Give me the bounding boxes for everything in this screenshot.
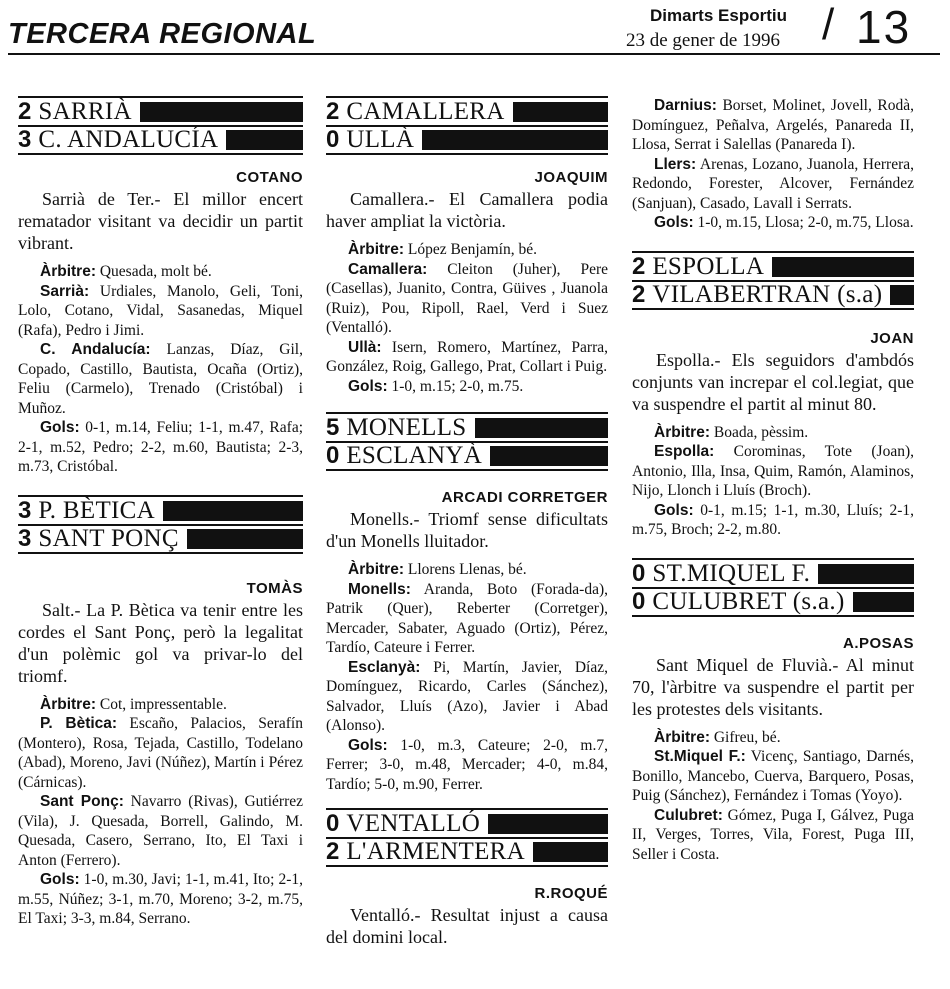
home-score: 3 xyxy=(18,496,32,524)
away-team-name: L'ARMENTERA xyxy=(346,838,525,865)
away-team-name: ULLÀ xyxy=(346,126,415,153)
away-team-row xyxy=(632,282,914,308)
goals-line: Gols: 1-0, m.15, Llosa; 2-0, m.75, Llosa. xyxy=(654,214,914,231)
referee-line: Àrbitre: Boada, pèssim. xyxy=(654,423,809,441)
away-team-name: C. ANDALUCÍA xyxy=(38,126,219,153)
home-team-name: MONELLS xyxy=(346,414,467,441)
referee-line: Àrbitre: Quesada, molt bé. xyxy=(40,263,212,280)
lead-paragraph: Ventalló.- Resultat injust a causa del domini local. xyxy=(326,905,608,947)
away-score: 2 xyxy=(326,838,340,865)
lead-paragraph: Salt.- La P. Bètica va tenir entre les cordes el Sant Ponç, però la legalitat d'un polèmic gol va privar-lo del triomf. xyxy=(18,599,303,686)
score-bar xyxy=(475,418,608,438)
header-rule xyxy=(8,53,940,55)
score-bar xyxy=(226,130,303,150)
away-lineup: Ullà: Isern, Romero, Martínez, Parra, González, Roig, Gallego, Prat, Collart i Puig. xyxy=(326,338,608,375)
home-score: 0 xyxy=(632,559,646,587)
byline: A.POSAS xyxy=(842,634,914,652)
home-team-name: SARRIÀ xyxy=(38,98,132,125)
home-lineup: Darnius: Borset, Molinet, Jovell, Rodà, Domínguez, Peñalva, Argelés, Panareda II, Llosa, Serrat i Salellas (Panareda I). xyxy=(632,97,914,153)
match-report-sarria xyxy=(18,96,303,477)
away-lineup: Esclanyà: Pi, Martín, Javier, Díaz, Domínguez, Ricardo, Carles (Sánchez), Salvador, Lluís (Azo), Javier i Abad (Alonso). xyxy=(326,658,608,734)
away-lineup: C. Andalucía: Lanzas, Díaz, Gil, Copado, Castillo, Bautista, Ocaña (Ortiz), Feliu (Carmelo), Trenado (Cristóbal) i Muñoz. xyxy=(18,341,303,417)
publication-date: 23 de gener de 1996 xyxy=(626,30,781,51)
goals-line: Gols: 0-1, m.14, Feliu; 1-1, m.47, Rafa; 2-1, m.52, Pedro; 2-2, m.60, Bautista; 2-3, m.73, Cristóbal. xyxy=(18,419,303,475)
score-bar xyxy=(772,257,914,277)
home-score: 2 xyxy=(326,98,340,125)
home-team-name: VENTALLÓ xyxy=(346,810,481,837)
match-report-monells xyxy=(326,412,608,794)
home-score: 0 xyxy=(326,810,340,837)
match-report-espolla xyxy=(632,251,914,540)
referee-line: Àrbitre: Gifreu, bé. xyxy=(654,728,781,746)
column-2 xyxy=(326,96,608,956)
home-team-row xyxy=(18,498,303,524)
scoreline-rule xyxy=(632,308,914,310)
home-team-row xyxy=(18,99,303,125)
match-report-stmiquel xyxy=(632,558,914,865)
score-bar xyxy=(818,564,914,584)
scoreline-rule xyxy=(18,552,303,554)
goals-line: Gols: 1-0, m.15; 2-0, m.75. xyxy=(348,377,524,395)
score-bar xyxy=(163,501,303,521)
home-lineup: St.Miquel F.: Vicenç, Santiago, Darnés, Bonillo, Mancebo, Cuerva, Barquero, Posas, Puig (Sánchez), Fernández i Tomas (Yoyo). xyxy=(632,748,914,804)
home-team-row xyxy=(632,254,914,280)
score-bar xyxy=(513,102,608,122)
away-team-row xyxy=(326,443,608,469)
header-slash: / xyxy=(822,0,835,49)
home-score: 5 xyxy=(326,414,340,441)
away-score: 2 xyxy=(632,280,646,308)
home-lineup: Sarrià: Urdiales, Manolo, Geli, Toni, Lolo, Cotano, Vidal, Sasanedas, Miquel (Rafa), Pedro i Jimi. xyxy=(18,282,303,339)
lead-paragraph: Sant Miquel de Fluvià.- Al minut 70, l'àrbitre va suspendre el partit per les protestes dels visitants. xyxy=(632,654,914,719)
away-team-row xyxy=(18,127,303,153)
page-number: 13 xyxy=(856,1,912,53)
away-team-row xyxy=(326,127,608,153)
away-lineup: Llers: Arenas, Lozano, Juanola, Herrera, Redondo, Forester, Alcover, Fernández (Sanjuan), Casado, Lavall i Serrats. xyxy=(632,155,914,212)
scoreline-rule xyxy=(326,153,608,155)
score-bar xyxy=(187,529,303,549)
score-bar xyxy=(488,814,608,834)
score-bar xyxy=(422,130,608,150)
away-lineup: Culubret: Gómez, Puga I, Gálvez, Puga II, Verges, Torres, Vila, Forest, Puga III, Seller i Costa. xyxy=(632,806,914,863)
page-header xyxy=(0,0,950,58)
away-score: 0 xyxy=(632,587,646,615)
lead-paragraph: Camallera.- El Camallera podia haver ampliat la victòria. xyxy=(326,189,608,231)
byline: JOAQUIM xyxy=(534,169,608,186)
away-score: 3 xyxy=(18,524,32,552)
score-bar xyxy=(890,285,914,305)
goals-line: Gols: 1-0, m.3, Cateure; 2-0, m.7, Ferrer; 3-0, m.48, Mercader; 4-0, m.84, Tardío; 5-0, m.90, Ferrer. xyxy=(326,736,608,793)
away-team-name: CULUBRET (s.a.) xyxy=(652,587,845,615)
score-bar xyxy=(140,102,303,122)
byline: TOMÀS xyxy=(246,579,303,597)
score-bar xyxy=(853,592,914,612)
byline: ARCADI CORRETGER xyxy=(441,489,608,506)
home-team-name: CAMALLERA xyxy=(346,98,505,125)
byline: R.ROQUÉ xyxy=(534,885,608,902)
away-team-name: SANT PONÇ xyxy=(38,524,179,552)
home-team-row xyxy=(632,561,914,587)
home-team-name: ESPOLLA xyxy=(652,252,765,280)
byline: COTANO xyxy=(236,169,303,186)
scoreline-rule xyxy=(326,469,608,471)
home-team-row xyxy=(326,811,608,837)
byline: JOAN xyxy=(870,329,914,347)
match-report-camallera xyxy=(326,96,608,396)
score-bar xyxy=(490,446,608,466)
away-score: 0 xyxy=(326,126,340,153)
home-lineup: Camallera: Cleiton (Juher), Pere (Casellas), Juanito, Contra, Güives , Juanola (Ruiz), Pou, Ripoll, Rael, Verd i Suez (Ventalló). xyxy=(326,260,608,336)
scoreline-rule xyxy=(632,615,914,617)
referee-line: Àrbitre: Llorens Llenas, bé. xyxy=(348,561,527,578)
lead-paragraph: Espolla.- Els seguidors d'ambdós conjunts van increpar el col.legiat, que va suspendre el partit al minut 80. xyxy=(632,349,914,414)
referee-line: Àrbitre: López Benjamín, bé. xyxy=(348,241,537,258)
away-score: 3 xyxy=(18,126,32,153)
goals-line: Gols: 0-1, m.15; 1-1, m.30, Lluís; 2-1, m.75, Broch; 2-2, m.80. xyxy=(632,501,914,538)
column-3 xyxy=(632,96,914,864)
publication-name: Dimarts Esportiu xyxy=(650,6,787,25)
away-team-row xyxy=(632,589,914,615)
referee-line: Àrbitre: Cot, impressentable. xyxy=(40,695,227,713)
home-team-name: P. BÈTICA xyxy=(38,496,155,524)
scoreline-rule xyxy=(326,865,608,867)
goals-line: Gols: 1-0, m.30, Javi; 1-1, m.41, Ito; 2-1, m.55, Núñez; 3-1, m.70, Moreno; 3-2, m.75, El Taxi; 3-3, m.84, Serrano. xyxy=(18,871,303,927)
scoreline-rule xyxy=(18,153,303,155)
home-team-row xyxy=(326,415,608,441)
home-lineup: Monells: Aranda, Boto (Forada-da), Patrik (Quer), Reberter (Corretger), Mercader, Sabater, Aguado (Ortiz), Pérez, Tardío, Cateure i Ferrer. xyxy=(326,580,608,656)
column-1 xyxy=(18,96,303,929)
lead-paragraph: Monells.- Triomf sense dificultats d'un Monells lluitador. xyxy=(326,509,608,551)
match-report-ventallo xyxy=(326,808,608,948)
match-report-continued xyxy=(632,96,914,233)
home-team-name: ST.MIQUEL F. xyxy=(652,559,811,587)
away-score: 0 xyxy=(326,442,340,469)
section-title: TERCERA REGIONAL xyxy=(8,18,317,50)
home-lineup: P. Bètica: Escaño, Palacios, Serafín (Montero), Rosa, Tejada, Castillo, Todelano (Abad), Moreno, Javi (Núñez), Martín i Pérez (Cárnicas). xyxy=(18,715,303,791)
home-score: 2 xyxy=(632,252,646,280)
away-team-row xyxy=(326,839,608,865)
match-report-betica xyxy=(18,495,303,929)
home-lineup: Espolla: Corominas, Tote (Joan), Antonio, Illa, Insa, Quim, Ramón, Alaminos, Nijo, Llonch i Lluís (Broch). xyxy=(632,443,914,499)
away-team-name: VILABERTRAN (s.a) xyxy=(652,280,883,308)
lead-paragraph: Sarrià de Ter.- El millor encert rematador visitant va decidir un partit vibrant. xyxy=(18,189,303,253)
away-team-row xyxy=(18,526,303,552)
away-lineup: Sant Ponç: Navarro (Rivas), Gutiérrez (Vila), J. Quesada, Borrell, Galindo, M. Quesada, Casero, Serrano, Ito, El Taxi i Anton (Ferrero). xyxy=(18,793,303,869)
home-team-row xyxy=(326,99,608,125)
home-score: 2 xyxy=(18,98,32,125)
score-bar xyxy=(533,842,608,862)
away-team-name: ESCLANYÀ xyxy=(346,442,483,469)
